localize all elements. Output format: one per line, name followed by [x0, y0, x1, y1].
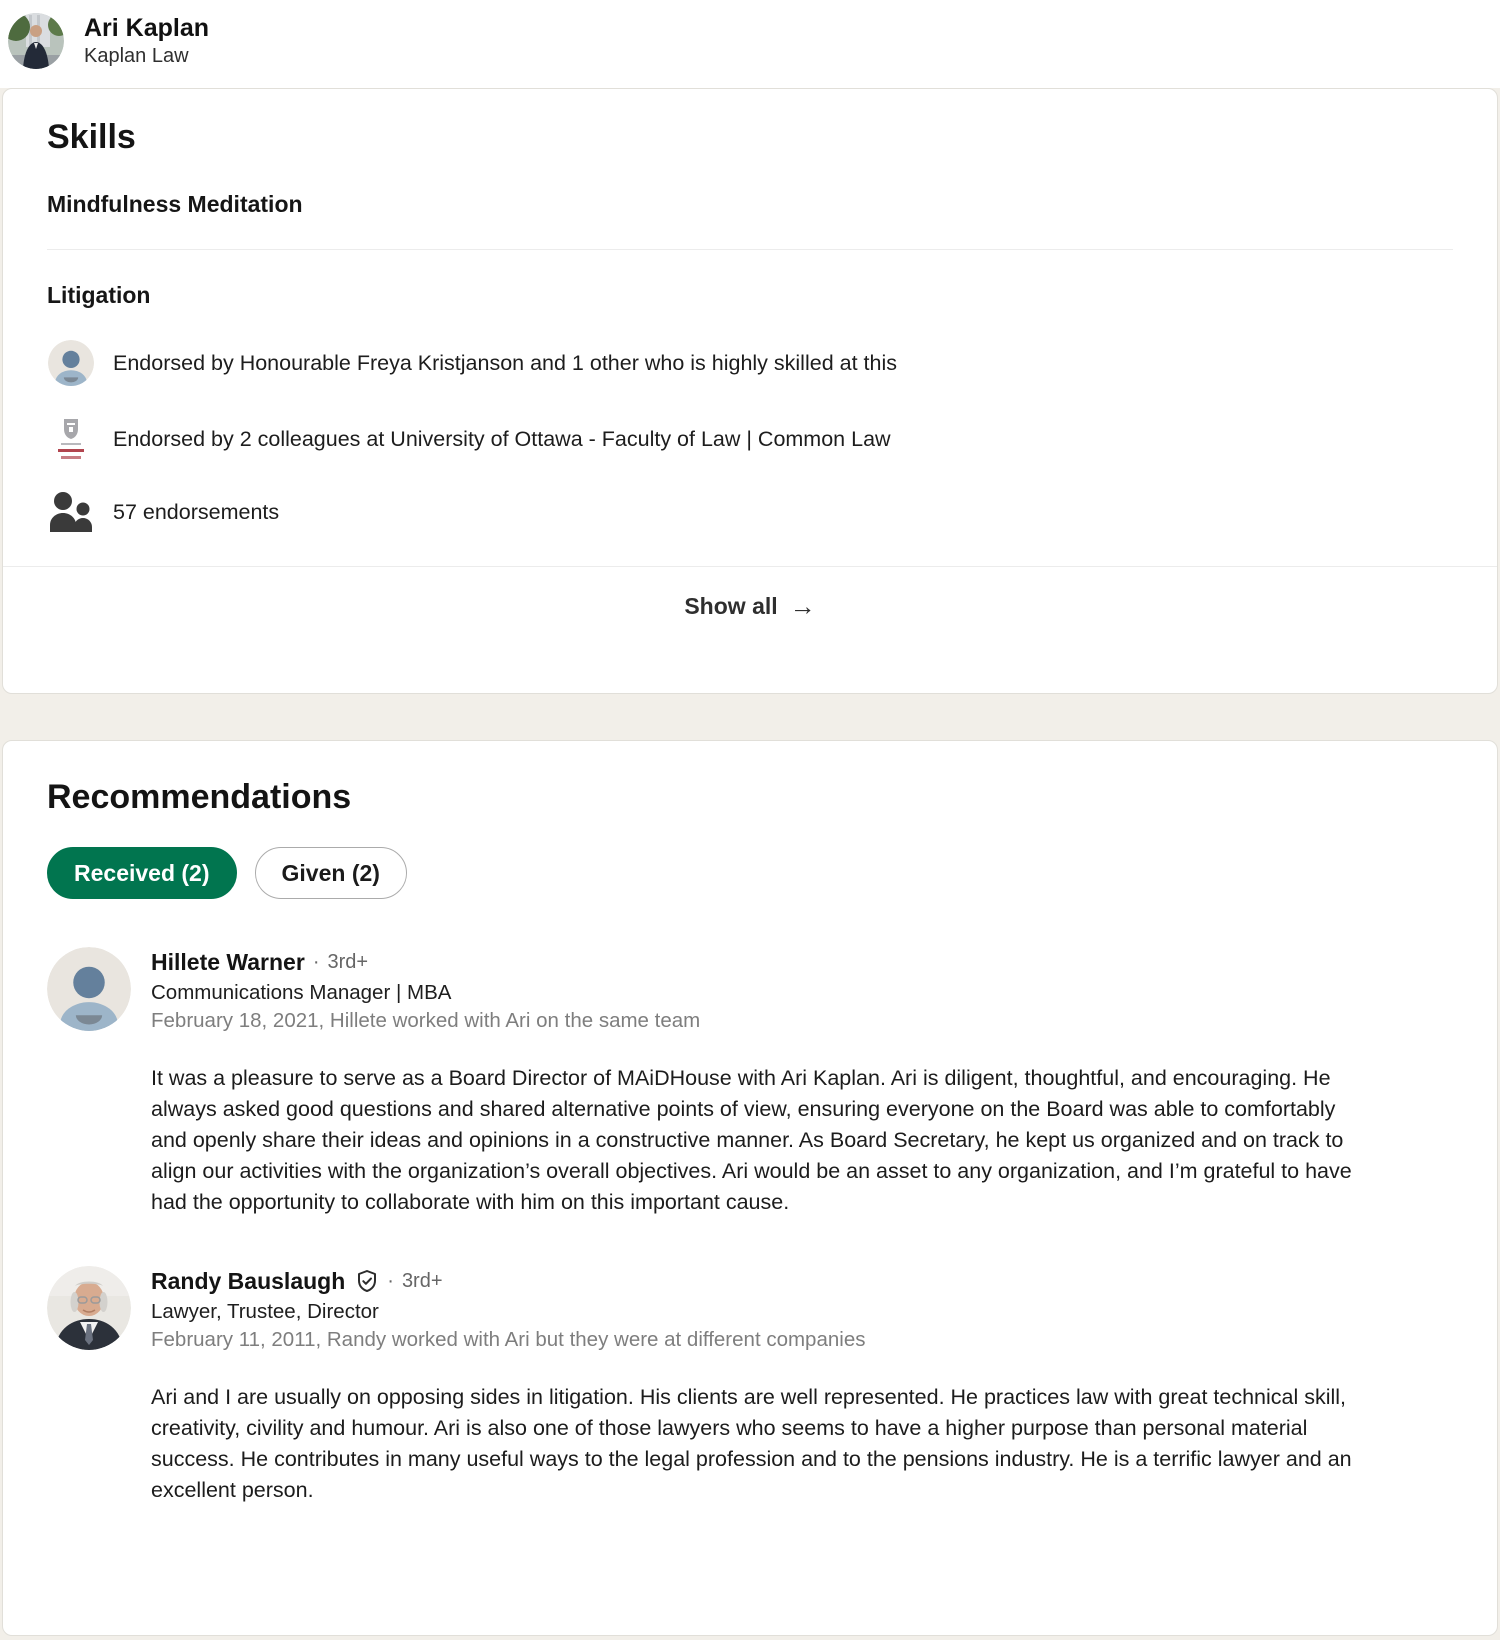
divider	[47, 249, 1453, 250]
recommendation-text: It was a pleasure to serve as a Board Director of MAiDHouse with Ari Kaplan. Ari is diligent, thoughtful, and encouraging. He always asked good questions and shared alternative points of view, ensuring everyone on the Board was able to comfortably and openly share their ideas and opinions in a constructive manner. As Board Secretary, he kept us organized and on track to align our activities with the organization’s overall objectives. Ari would be an asset to any organization, and I’m grateful to have had the opportunity to collaborate with him on this important cause.	[151, 1066, 1352, 1214]
person-avatar-icon	[47, 340, 95, 386]
recommendation-header	[151, 1266, 1453, 1354]
profile-mini-header	[0, 0, 1500, 88]
show-all-label: Show all	[684, 593, 778, 619]
tab-given[interactable]: Given (2)	[255, 847, 407, 899]
recommendation-header	[151, 947, 1453, 1035]
skill-item-litigation[interactable]: Litigation	[47, 282, 151, 308]
profile-subtitle: Kaplan Law	[84, 45, 189, 67]
recommender-headline: Communications Manager | MBA	[151, 981, 452, 1004]
recommendations-section-title: Recommendations	[47, 778, 352, 816]
separator-dot: ·	[387, 1269, 394, 1292]
skills-card	[2, 88, 1498, 694]
person-avatar-icon[interactable]	[47, 947, 131, 1031]
recommender-name[interactable]: Randy Bauslaugh	[151, 1268, 346, 1294]
endorsement-row-text: Endorsed by Honourable Freya Kristjanson and 1 other who is highly skilled at this	[113, 350, 897, 375]
endorsement-row-text: 57 endorsements	[113, 499, 280, 524]
skills-section-title: Skills	[47, 118, 136, 156]
profile-photo-icon[interactable]	[47, 1266, 131, 1350]
endorsement-row-count[interactable]	[47, 492, 1453, 532]
skill-item-mindfulness-meditation[interactable]: Mindfulness Meditation	[47, 191, 303, 217]
recommendations-card	[2, 740, 1498, 1636]
recommendations-tabs	[47, 847, 1453, 899]
recommendation-meta: February 18, 2021, Hillete worked with Ari on the same team	[151, 1009, 701, 1032]
recommender-name[interactable]: Hillete Warner	[151, 949, 305, 975]
show-all-button[interactable]	[3, 566, 1497, 648]
profile-photo-icon[interactable]	[8, 13, 64, 69]
connection-degree: 3rd+	[327, 950, 369, 973]
recommendation-meta: February 11, 2011, Randy worked with Ari but they were at different companies	[151, 1328, 866, 1351]
university-of-ottawa-logo-icon	[47, 416, 95, 462]
profile-mini-info	[84, 13, 209, 69]
arrow-right-icon: →	[789, 591, 816, 621]
tab-received[interactable]: Received (2)	[47, 847, 237, 899]
endorsement-row-text: Endorsed by 2 colleagues at University of Ottawa - Faculty of Law | Common Law	[113, 426, 891, 451]
recommender-headline: Lawyer, Trustee, Director	[151, 1300, 379, 1323]
endorsement-row-colleagues[interactable]	[47, 416, 1453, 462]
endorsement-row-highly-skilled[interactable]	[47, 340, 1453, 386]
verified-shield-check-icon	[355, 1269, 379, 1293]
card-gap	[0, 694, 1500, 740]
recommendation-item	[47, 947, 1453, 1218]
recommendation-item	[47, 1266, 1453, 1506]
profile-name: Ari Kaplan	[84, 14, 210, 42]
separator-dot: ·	[312, 950, 320, 973]
people-icon	[47, 492, 95, 532]
recommendation-text: Ari and I are usually on opposing sides in litigation. His clients are well represented. He practices law with great technical skill, creativity, civility and humour. Ari is also one of those lawyers who seems to have a higher purpose than personal material success. He contributes in many useful ways to the legal profession and to the pensions industry. He is a terrific lawyer and an excellent person.	[151, 1385, 1352, 1502]
connection-degree: 3rd+	[401, 1269, 443, 1292]
